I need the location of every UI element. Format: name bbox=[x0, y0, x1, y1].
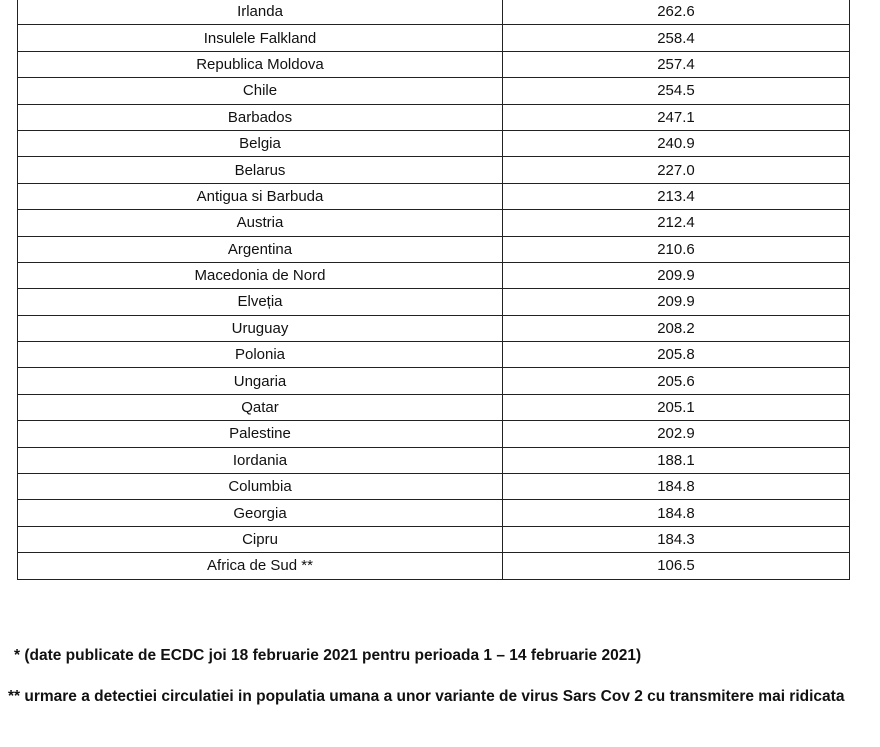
incidence-value-cell: 240.9 bbox=[503, 130, 850, 156]
country-cell: Chile bbox=[18, 78, 503, 104]
table-row bbox=[18, 236, 850, 262]
country-cell: Qatar bbox=[18, 394, 503, 420]
table-row bbox=[18, 262, 850, 288]
incidence-value-cell: 227.0 bbox=[503, 157, 850, 183]
incidence-value-cell: 184.8 bbox=[503, 474, 850, 500]
table-row bbox=[18, 394, 850, 420]
incidence-value-cell: 209.9 bbox=[503, 262, 850, 288]
table-row bbox=[18, 342, 850, 368]
incidence-value-cell: 212.4 bbox=[503, 210, 850, 236]
country-cell: Palestine bbox=[18, 421, 503, 447]
country-cell: Belgia bbox=[18, 130, 503, 156]
table-row bbox=[18, 421, 850, 447]
table-row bbox=[18, 130, 850, 156]
table-row bbox=[18, 500, 850, 526]
table-row bbox=[18, 474, 850, 500]
country-cell: Columbia bbox=[18, 474, 503, 500]
incidence-value-cell: 188.1 bbox=[503, 447, 850, 473]
table-row bbox=[18, 289, 850, 315]
incidence-value-cell: 205.1 bbox=[503, 394, 850, 420]
country-cell: Ungaria bbox=[18, 368, 503, 394]
table-row bbox=[18, 447, 850, 473]
country-cell: Iordania bbox=[18, 447, 503, 473]
incidence-value-cell: 205.8 bbox=[503, 342, 850, 368]
country-cell: Republica Moldova bbox=[18, 51, 503, 77]
incidence-value-cell: 209.9 bbox=[503, 289, 850, 315]
incidence-value-cell: 213.4 bbox=[503, 183, 850, 209]
table-row bbox=[18, 315, 850, 341]
table-row bbox=[18, 0, 850, 25]
table-row bbox=[18, 183, 850, 209]
footnote-variant-note: ** urmare a detectiei circulatiei in populatia umana a unor variante de virus Sars Cov 2 cu transmitere mai ridicata bbox=[8, 688, 845, 705]
country-cell: Insulele Falkland bbox=[18, 25, 503, 51]
incidence-value-cell: 254.5 bbox=[503, 78, 850, 104]
country-cell: Argentina bbox=[18, 236, 503, 262]
country-cell: Irlanda bbox=[18, 0, 503, 25]
table-row bbox=[18, 78, 850, 104]
table-row bbox=[18, 210, 850, 236]
incidence-value-cell: 247.1 bbox=[503, 104, 850, 130]
country-cell: Belarus bbox=[18, 157, 503, 183]
table-row bbox=[18, 553, 850, 579]
country-cell: Barbados bbox=[18, 104, 503, 130]
table-row bbox=[18, 368, 850, 394]
footnote-ecdc-source: * (date publicate de ECDC joi 18 februarie 2021 pentru perioada 1 – 14 februarie 2021) bbox=[14, 647, 642, 664]
table-row bbox=[18, 25, 850, 51]
country-cell: Macedonia de Nord bbox=[18, 262, 503, 288]
incidence-value-cell: 257.4 bbox=[503, 51, 850, 77]
country-cell: Uruguay bbox=[18, 315, 503, 341]
incidence-value-cell: 258.4 bbox=[503, 25, 850, 51]
country-cell: Elveția bbox=[18, 289, 503, 315]
incidence-value-cell: 202.9 bbox=[503, 421, 850, 447]
table-row bbox=[18, 526, 850, 552]
incidence-table bbox=[17, 0, 850, 580]
table-body bbox=[18, 0, 850, 579]
incidence-value-cell: 205.6 bbox=[503, 368, 850, 394]
country-cell: Africa de Sud ** bbox=[18, 553, 503, 579]
country-cell: Antigua si Barbuda bbox=[18, 183, 503, 209]
incidence-value-cell: 262.6 bbox=[503, 0, 850, 25]
incidence-value-cell: 208.2 bbox=[503, 315, 850, 341]
country-cell: Polonia bbox=[18, 342, 503, 368]
table-row bbox=[18, 51, 850, 77]
table-row bbox=[18, 157, 850, 183]
incidence-value-cell: 184.3 bbox=[503, 526, 850, 552]
incidence-value-cell: 210.6 bbox=[503, 236, 850, 262]
country-cell: Austria bbox=[18, 210, 503, 236]
incidence-value-cell: 184.8 bbox=[503, 500, 850, 526]
incidence-value-cell: 106.5 bbox=[503, 553, 850, 579]
country-cell: Cipru bbox=[18, 526, 503, 552]
country-cell: Georgia bbox=[18, 500, 503, 526]
table-row bbox=[18, 104, 850, 130]
